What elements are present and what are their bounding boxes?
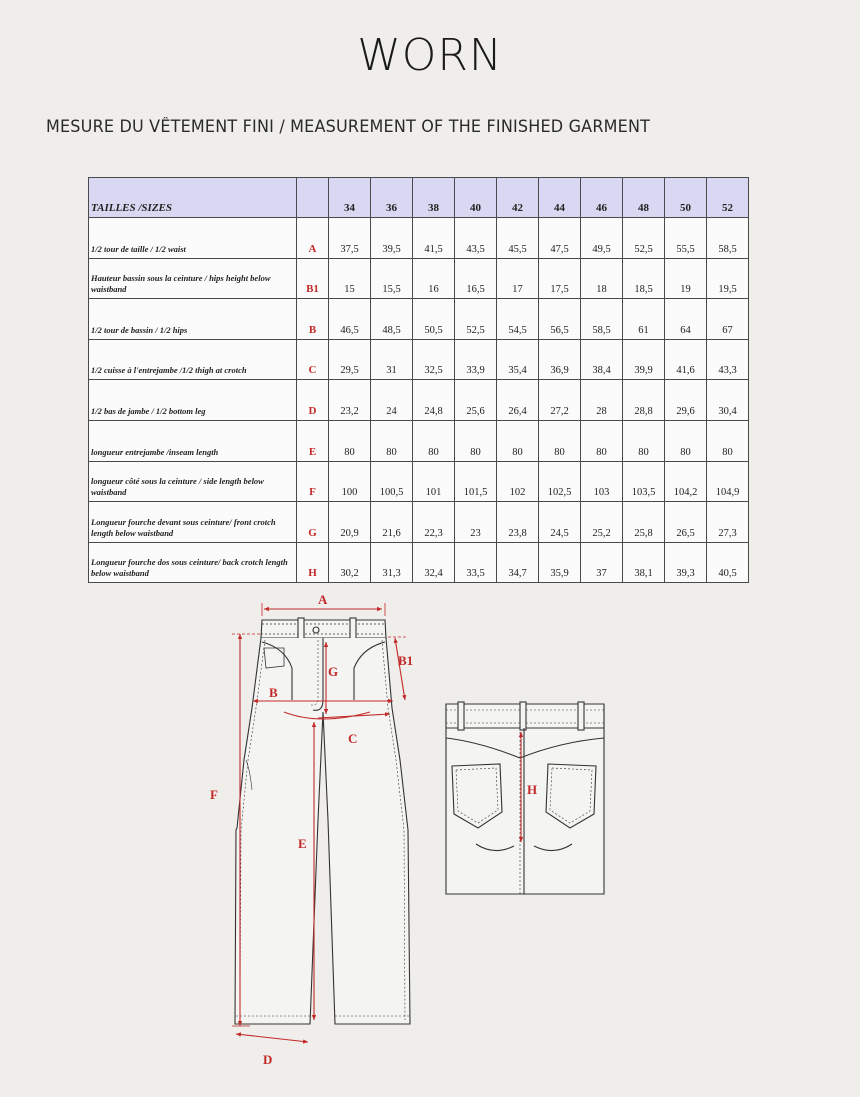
measurement-value: 80 xyxy=(581,420,623,461)
measurement-description: 1/2 bas de jambe / 1/2 bottom leg xyxy=(89,380,297,421)
measurement-value: 23,2 xyxy=(329,380,371,421)
measurement-value: 17,5 xyxy=(539,258,581,299)
measurement-value: 103 xyxy=(581,461,623,502)
measurement-description: Longueur fourche dos sous ceinture/ back crotch length below waistband xyxy=(89,542,297,583)
measurement-value: 19 xyxy=(665,258,707,299)
measurement-value: 33,9 xyxy=(455,339,497,380)
measurement-value: 41,5 xyxy=(413,218,455,259)
measurement-description: longueur côté sous la ceinture / side length below waistband xyxy=(89,461,297,502)
measurement-value: 31 xyxy=(371,339,413,380)
back-pants-drawing xyxy=(446,702,604,894)
measurement-value: 32,4 xyxy=(413,542,455,583)
label-c: C xyxy=(348,731,358,746)
measurement-value: 31,3 xyxy=(371,542,413,583)
measurement-description: 1/2 tour de bassin / 1/2 hips xyxy=(89,299,297,340)
measurement-value: 80 xyxy=(371,420,413,461)
measurement-value: 25,6 xyxy=(455,380,497,421)
measurement-value: 46,5 xyxy=(329,299,371,340)
size-header-cell: 38 xyxy=(413,178,455,218)
measurement-value: 38,1 xyxy=(623,542,665,583)
measurement-value: 17 xyxy=(497,258,539,299)
measurement-value: 38,4 xyxy=(581,339,623,380)
label-f: F xyxy=(210,787,218,802)
measurement-description: Longueur fourche devant sous ceinture/ front crotch length below waistband xyxy=(89,502,297,543)
label-g: G xyxy=(328,664,339,679)
measurement-code: D xyxy=(297,380,329,421)
size-header-cell: 34 xyxy=(329,178,371,218)
measurement-value: 61 xyxy=(623,299,665,340)
measurement-value: 28 xyxy=(581,380,623,421)
measurement-value: 16 xyxy=(413,258,455,299)
measurement-value: 34,7 xyxy=(497,542,539,583)
measurement-value: 30,2 xyxy=(329,542,371,583)
measurement-code: C xyxy=(297,339,329,380)
size-header-cell: 36 xyxy=(371,178,413,218)
measurement-value: 40,5 xyxy=(707,542,749,583)
measurement-value: 32,5 xyxy=(413,339,455,380)
measurement-code: B1 xyxy=(297,258,329,299)
measurement-value: 80 xyxy=(413,420,455,461)
size-header-cell: 42 xyxy=(497,178,539,218)
measurement-value: 22,3 xyxy=(413,502,455,543)
measurement-value: 41,6 xyxy=(665,339,707,380)
measurement-value: 43,5 xyxy=(455,218,497,259)
label-a: A xyxy=(318,592,328,607)
measurement-value: 27,3 xyxy=(707,502,749,543)
measurement-value: 39,3 xyxy=(665,542,707,583)
measurement-value: 33,5 xyxy=(455,542,497,583)
measurement-value: 23,8 xyxy=(497,502,539,543)
label-b1: B1 xyxy=(398,653,414,668)
measurement-value: 36,9 xyxy=(539,339,581,380)
size-header-cell: 52 xyxy=(707,178,749,218)
measurement-value: 100,5 xyxy=(371,461,413,502)
measurement-value: 15,5 xyxy=(371,258,413,299)
measurement-value: 18,5 xyxy=(623,258,665,299)
measurement-code: F xyxy=(297,461,329,502)
sizes-header-label: TAILLES /SIZES xyxy=(89,178,297,218)
measurement-value: 48,5 xyxy=(371,299,413,340)
measurement-value: 102,5 xyxy=(539,461,581,502)
measurement-value: 29,6 xyxy=(665,380,707,421)
measurement-value: 20,9 xyxy=(329,502,371,543)
measurement-value: 58,5 xyxy=(581,299,623,340)
measurement-value: 23 xyxy=(455,502,497,543)
measurement-description: 1/2 cuisse à l'entrejambe /1/2 thigh at crotch xyxy=(89,339,297,380)
measurement-value: 80 xyxy=(623,420,665,461)
measurement-value: 49,5 xyxy=(581,218,623,259)
measurement-value: 64 xyxy=(665,299,707,340)
size-header-cell: 50 xyxy=(665,178,707,218)
measurement-value: 35,4 xyxy=(497,339,539,380)
measurement-description: Hauteur bassin sous la ceinture / hips height below waistband xyxy=(89,258,297,299)
measurement-value: 24,8 xyxy=(413,380,455,421)
measurement-value: 80 xyxy=(497,420,539,461)
measurement-value: 80 xyxy=(539,420,581,461)
label-b: B xyxy=(269,685,278,700)
measurement-value: 55,5 xyxy=(665,218,707,259)
measurement-value: 35,9 xyxy=(539,542,581,583)
measurement-value: 16,5 xyxy=(455,258,497,299)
measurement-value: 101,5 xyxy=(455,461,497,502)
measurement-value: 25,2 xyxy=(581,502,623,543)
measurement-code: E xyxy=(297,420,329,461)
measurement-value: 47,5 xyxy=(539,218,581,259)
page-subtitle: MESURE DU VÊTEMENT FINI / MEASUREMENT OF THE FINISHED GARMENT xyxy=(46,117,651,136)
label-h: H xyxy=(527,782,538,797)
measurement-code: H xyxy=(297,542,329,583)
measurement-value: 30,4 xyxy=(707,380,749,421)
measurement-value: 19,5 xyxy=(707,258,749,299)
measurement-value: 104,2 xyxy=(665,461,707,502)
measurement-value: 39,9 xyxy=(623,339,665,380)
measurement-value: 58,5 xyxy=(707,218,749,259)
measurement-value: 24,5 xyxy=(539,502,581,543)
measurement-value: 29,5 xyxy=(329,339,371,380)
measurement-value: 80 xyxy=(665,420,707,461)
measurement-code: B xyxy=(297,299,329,340)
measurement-value: 26,5 xyxy=(665,502,707,543)
measurement-value: 100 xyxy=(329,461,371,502)
measurement-value: 37 xyxy=(581,542,623,583)
measurement-value: 50,5 xyxy=(413,299,455,340)
measurement-value: 39,5 xyxy=(371,218,413,259)
size-header-cell: 40 xyxy=(455,178,497,218)
measurement-value: 80 xyxy=(329,420,371,461)
measurement-value: 52,5 xyxy=(623,218,665,259)
label-d: D xyxy=(263,1052,273,1067)
size-header-cell: 46 xyxy=(581,178,623,218)
measurement-value: 104,9 xyxy=(707,461,749,502)
size-header-cell: 44 xyxy=(539,178,581,218)
brand-logo: WORN xyxy=(357,30,503,81)
measurement-value: 54,5 xyxy=(497,299,539,340)
label-e: E xyxy=(298,836,307,851)
measurement-value: 27,2 xyxy=(539,380,581,421)
measurement-value: 103,5 xyxy=(623,461,665,502)
measurement-value: 45,5 xyxy=(497,218,539,259)
front-pants-drawing xyxy=(235,618,410,1024)
measurement-value: 24 xyxy=(371,380,413,421)
measurement-value: 43,3 xyxy=(707,339,749,380)
measurement-value: 25,8 xyxy=(623,502,665,543)
measurement-description: longueur entrejambe /inseam length xyxy=(89,420,297,461)
measurement-value: 28,8 xyxy=(623,380,665,421)
measurement-code: G xyxy=(297,502,329,543)
measurement-value: 37,5 xyxy=(329,218,371,259)
measurement-value: 101 xyxy=(413,461,455,502)
measurement-value: 102 xyxy=(497,461,539,502)
measurement-value: 15 xyxy=(329,258,371,299)
measurement-code: A xyxy=(297,218,329,259)
measurement-value: 80 xyxy=(455,420,497,461)
measurement-value: 26,4 xyxy=(497,380,539,421)
measurement-value: 18 xyxy=(581,258,623,299)
size-header-cell: 48 xyxy=(623,178,665,218)
measurement-description: 1/2 tour de taille / 1/2 waist xyxy=(89,218,297,259)
measurement-value: 52,5 xyxy=(455,299,497,340)
measurement-value: 67 xyxy=(707,299,749,340)
measurement-value: 21,6 xyxy=(371,502,413,543)
measurement-value: 80 xyxy=(707,420,749,461)
measurement-value: 56,5 xyxy=(539,299,581,340)
